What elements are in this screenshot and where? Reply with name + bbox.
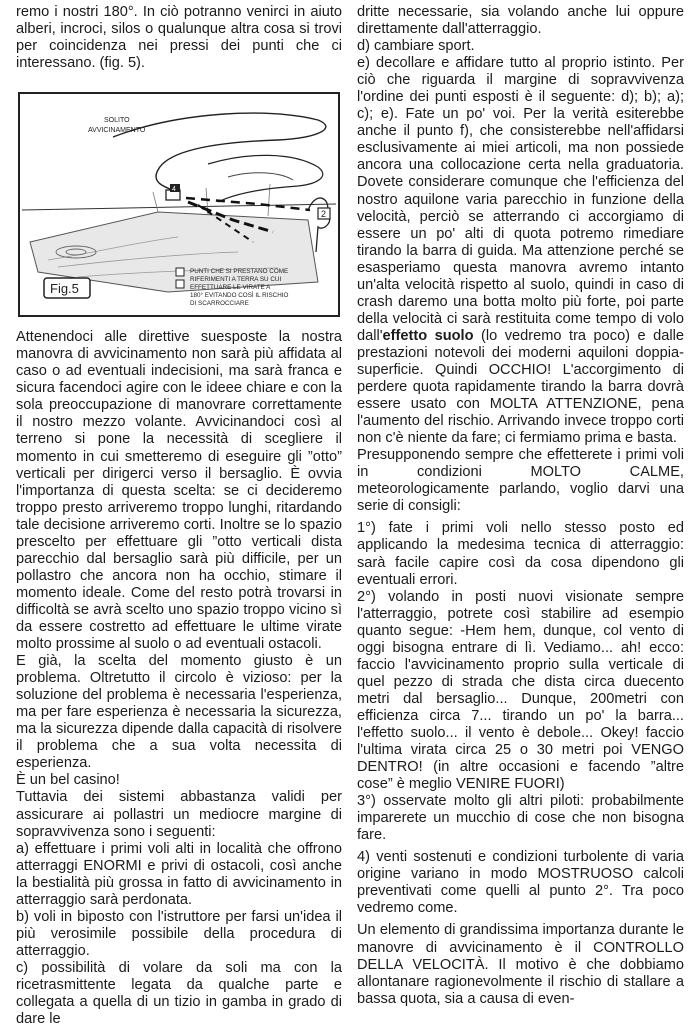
right-column — [357, 4, 684, 1008]
tip-1: 1°) fate i primi voli nello stesso posto ed applicando la medesima tecnica di atterraggio: sarà facile capire così da cosa dipendono gli eventuali errori. — [357, 520, 684, 588]
legend-line-1: PUNTI CHE SI PRESTANO COME — [190, 268, 289, 276]
paragraph-intro: remo i nostri 180°. In ciò potranno venirci in aiuto alberi, incroci, silos o qualunque altra cosa si trovi per coincidenza nei pressi dei punti che ci interessano. (fig. 5). — [16, 4, 342, 72]
legend-line-3: EFFETTUARE LE VIRATE A — [190, 284, 271, 292]
legend-box-2 — [176, 280, 184, 288]
paragraph-consigli-intro: Presupponendo sempre che effetterete i primi voli in condizioni MOLTO CALME, meteorologicamente parlando, voglio darvi una serie di consigli: — [357, 447, 684, 515]
figure-label-avvicinamento: AVVICINAMENTO — [88, 127, 146, 135]
tip-3: 3°) osservate molto gli altri piloti: probabilmente imparerete un mucchio di cose che non bisogna fare. — [357, 793, 684, 844]
list-item-a: a) effettuare i primi voli alti in località che offrono atterraggi ENORMI e privi di ostacoli, così anche la bestialità più grossa in fatto di avvicinamento in atterraggio sarà perdonata. — [16, 840, 342, 908]
text-run-tail: (lo vedremo tra poco) e dalle prestazioni notevoli dei moderni aquiloni doppia-superficie. Quindi OCCHIO! L'accorgimento di perdere quota rapidamente tirando la barra dovrà essere usato con MOLTA ATTENZIONE, pena l'aumento del rischio. Arrivando invece troppo corti non c'è niente da fare; ci fermiamo prima e basta. — [357, 327, 684, 447]
figure-label-solito: SOLITO — [104, 117, 130, 125]
legend-box-4 — [176, 268, 184, 276]
legend-line-2: RIFERIMENTI A TERRA SU CUI — [190, 276, 282, 284]
paragraph-2: E già, la scelta del momento giusto è un problema. Oltretutto il circolo è vizioso: per la soluzione del problema è necessaria l'esperienza, ma per fare esperienza è necessaria la sicurezza, ma la sicurezza dipende dalla capacità di risolvere il problema che a sua volta necessita di esperienza. — [16, 653, 342, 772]
figure-num-2: 2 — [321, 209, 327, 220]
paragraph-continued: dritte necessarie, sia volando anche lui oppure direttamente dall'atterraggio. — [357, 4, 684, 38]
paragraph-speed-control: Un elemento di grandissima importanza durante le manovre di avvicinamento è il CONTROLLO DELLA VELOCITÀ. Il motivo è che dobbiamo allontanare ragionevolmente il rischio di stallare a bassa quota, sia a causa di even- — [357, 922, 684, 1007]
landing-approach-drawing — [18, 92, 340, 317]
text-run: e) decollare e affidare tutto al proprio istinto. Per ciò che riguarda il margine di sopravvivenza l'ordine dei punti esposti è il seguente: d); b); a); c); e). Fate un po' voi. Per la verità esiterebbe anche il punto f), che consisterebbe nell'affidarsi esclusivamente ai miei articoli, ma non possiede ancora una collocazione certa nella graduatoria. Dovete considerare comunque che l'efficienza del nostro aquilone varia parecchio in funzione della velocità, perciò se atterrando ci accorgiamo di essere un po' alti di quota potremo rimediare tirando la barra di guida. Ma attenzione perché se esasperiamo questa manovra avremo intanto un'alta velocità rispetto al suolo, quindi in caso di crash daremo una botta molto più forte, poi parte della velocità ci sarà restituita come tempo di volo dall' — [357, 55, 684, 344]
approach-path — [113, 113, 326, 192]
list-item-c: c) possibilità di volare da soli ma con la ricetrasmittente legata da qualche parte e collegata a quella di un tizio in gamba in grado di dare le — [16, 959, 342, 1028]
legend-line-4: 180° EVITANDO COSÌ IL RISCHIO — [190, 292, 289, 300]
paragraph-4: Tuttavia dei sistemi abbastanza validi per assicurare ai pollastri un mediocre margine di sopravvivenza sono i seguenti: — [16, 789, 342, 840]
fig-label: Fig.5 — [50, 281, 79, 297]
bold-effetto-suolo: effetto suolo — [382, 327, 474, 344]
list-item-e — [357, 55, 684, 447]
left-column — [16, 4, 342, 1028]
tip-4: 4) venti sostenuti e condizioni turbolente di varia origine variano in modo MOSTRUOSO calcoli preventivati come quelli al punto 2°. Tra poco vedremo come. — [357, 849, 684, 917]
paragraph-3: È un bel casino! — [16, 772, 120, 789]
paragraph-1: Attenendoci alle direttive suesposte la nostra manovra di avvicinamento non sarà più affidata al caso o ad eventuali indecisioni, ma sarà franca e sicura facendoci agire con le ideee chiare e con la sola preoccupazione di manovrare correttamente il nostro mezzo volante. Avvicinandoci così al terreno si pone la necessità di scegliere il momento in cui smetteremo di eseguire gli ”otto” verticali per dirigerci verso il bersaglio. È ovvia l'importanza di questa scelta: se ci decideremo troppo presto arriveremo troppo lunghi, ritardando tale decisione arriveremo corti. Inoltre se lo spazio prescelto per effettuare gli ”otto verticali dista parecchio dal bersaglio sarà più difficile, per un pollastro che ancora non ha occhio, stimare il momento ideale. Come del resto potrà trovarsi in difficoltà se avrà scelto uno spazio troppo vicino sì da essere costretto ad effettuare le ultime virate molto prossime al suolo o ad eventuali ostacoli. — [16, 329, 342, 653]
list-item-d: d) cambiare sport. — [357, 38, 475, 55]
legend-line-5: DI SCARROCCIARE — [190, 300, 249, 308]
figure-5 — [18, 92, 340, 317]
tip-2: 2°) volando in posti nuovi visionate sempre l'atterraggio, potrete così stabilire ad esempio quanto segue: -Hem hem, dunque, col vento di oggi bisogna entrare di lì. Vediamo... ah! ecco: faccio l'avvicinamento proprio sulla verticale di quel pezzo di strada che dista circa duecento metri dal bersaglio... Dunque, 200metri con efficienza circa 7... tirando un po' la barra... l'effetto suolo... il vento è debole... Okey! faccio l'ultima virata circa 25 o 30 metri poi VENGO DENTRO! (in altre occasioni e facendo ”altre cose” è meglio VENIRE FUORI) — [357, 588, 684, 793]
figure-num-4: 4 — [172, 186, 176, 194]
list-item-b: b) voli in biposto con l'istruttore per farsi un'idea il più verosimile possibile della procedura di atterraggio. — [16, 908, 342, 959]
